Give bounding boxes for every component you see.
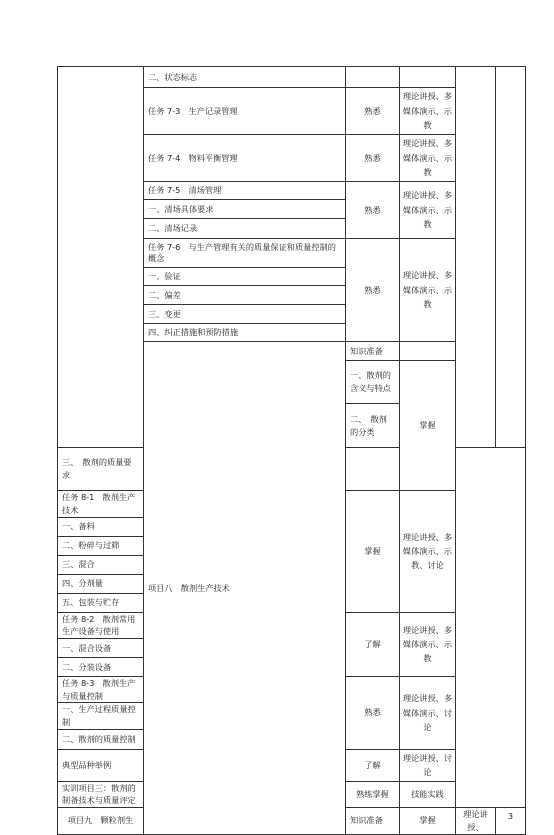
list-item: 二、散剂的质量控制 bbox=[58, 729, 144, 749]
method-cell: 技能实践 bbox=[400, 781, 456, 807]
list-item: 二、分装设备 bbox=[58, 657, 144, 676]
level-cell: 熟悉 bbox=[346, 676, 400, 749]
list-item: 一、生产过程质量控制 bbox=[58, 703, 144, 729]
task-7-4: 任务 7-4 物料平衡管理 bbox=[144, 135, 346, 182]
level-cell: 熟练掌握 bbox=[346, 781, 400, 807]
list-item: 一、备料 bbox=[58, 517, 144, 536]
method-cell: 理论讲授、多媒体演示、示教 bbox=[400, 612, 456, 676]
list-item: 五、包装与贮存 bbox=[58, 593, 144, 612]
level-cell: 掌握 bbox=[400, 808, 456, 834]
list-item: 一、散剂的含义与特点 bbox=[346, 361, 400, 404]
task-8-3: 任务 8-3 散剂生产与质量控制 bbox=[58, 676, 144, 702]
task-7-5: 任务 7-5 清场管理 bbox=[144, 182, 346, 200]
project8-name: 项目八 散剂生产技术 bbox=[144, 342, 346, 835]
method-cell: 理论讲授、多媒体演示、示教 bbox=[400, 135, 456, 182]
theory-hours-cell bbox=[456, 67, 496, 448]
level-cell: 熟悉 bbox=[346, 88, 400, 135]
list-item: 四、纠正措施和预防措施 bbox=[144, 324, 346, 342]
method-cell: 理论讲授、多媒体演示、示教 bbox=[400, 88, 456, 135]
level-cell: 掌握 bbox=[346, 491, 400, 612]
level-cell: 熟悉 bbox=[346, 239, 400, 342]
level-cell: 了解 bbox=[346, 749, 400, 781]
method-cell: 理论讲授、讨论 bbox=[400, 749, 456, 781]
syllabus-table bbox=[57, 66, 526, 835]
list-item: 一、混合设备 bbox=[58, 638, 144, 657]
level-cell bbox=[346, 67, 400, 88]
list-item: 三、混合 bbox=[58, 555, 144, 574]
method-cell: 理论讲授、多媒体演示、示教、讨论 bbox=[400, 491, 456, 612]
method-cell: 理论讲授、多媒体演示、示教 bbox=[400, 182, 456, 239]
training-item: 实训项目三：散剂的制备技术与质量评定 bbox=[58, 781, 144, 807]
method-cell bbox=[400, 67, 456, 88]
task-7-3: 任务 7-3 生产记录管理 bbox=[144, 88, 346, 135]
list-item: 二、状态标志 bbox=[144, 67, 346, 88]
list-item: 一、清场具体要求 bbox=[144, 200, 346, 219]
level-cell: 熟悉 bbox=[346, 135, 400, 182]
list-item: 三、 散剂的质量要求 bbox=[58, 447, 144, 490]
list-item: 二、清场记录 bbox=[144, 219, 346, 239]
list-item: 二、粉碎与过筛 bbox=[58, 536, 144, 555]
theory-hours: 3 bbox=[496, 808, 526, 834]
project9-name: 项目九 颗粒剂生 bbox=[58, 808, 144, 834]
task-7-6: 任务 7-6 与生产管理有关的质量保证和质量控制的概念 bbox=[144, 239, 346, 268]
list-item: 二、 散剂的分类 bbox=[346, 404, 400, 447]
list-item: 四、分剂量 bbox=[58, 574, 144, 593]
project7-name-cell bbox=[58, 67, 144, 448]
method-cell: 理论讲授、 bbox=[456, 808, 496, 834]
method-cell: 理论讲授、多媒体演示、讨论 bbox=[400, 676, 456, 749]
level-cell bbox=[400, 342, 456, 361]
method-cell: 理论讲授、多媒体演示、示教 bbox=[400, 239, 456, 342]
level-cell: 熟悉 bbox=[346, 182, 400, 239]
level-cell: 掌握 bbox=[400, 361, 456, 491]
list-item: 三、变更 bbox=[144, 305, 346, 324]
list-item: 二、偏差 bbox=[144, 286, 346, 305]
level-cell: 了解 bbox=[346, 612, 400, 676]
typical-examples: 典型品种举例 bbox=[58, 749, 144, 781]
practice-hours-cell bbox=[496, 67, 526, 448]
list-item: 一、验证 bbox=[144, 268, 346, 286]
knowledge-prep: 知识准备 bbox=[346, 342, 400, 361]
task-8-1: 任务 8-1 散剂生产技术 bbox=[58, 491, 144, 517]
knowledge-prep: 知识准备 bbox=[346, 808, 400, 834]
task-8-2: 任务 8-2 散剂常用生产设备与使用 bbox=[58, 612, 144, 638]
